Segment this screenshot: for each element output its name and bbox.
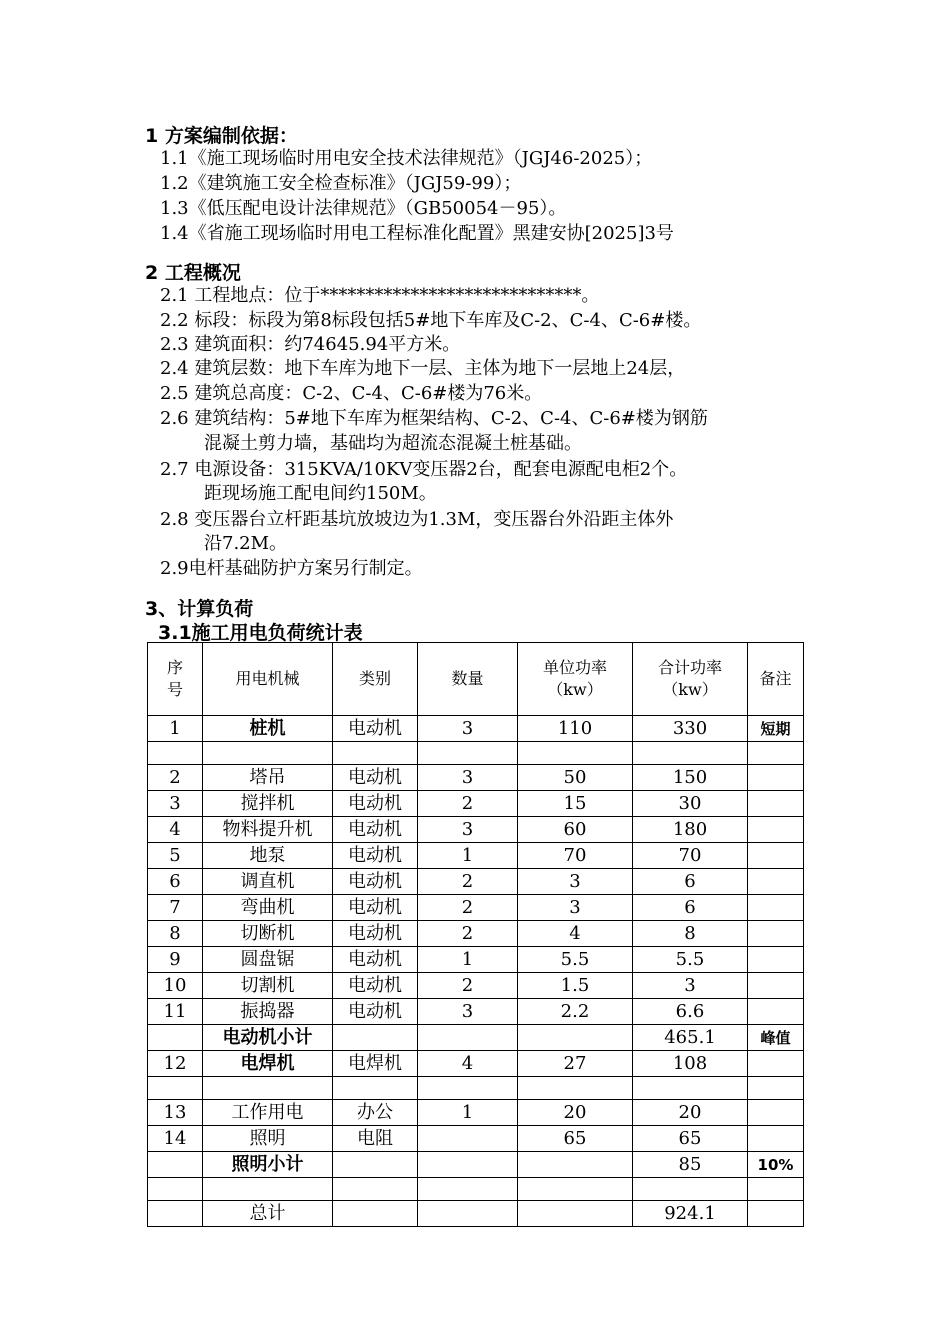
table-cell [333, 1077, 418, 1100]
table-cell: 180 [633, 817, 748, 843]
table-cell: 9 [148, 947, 203, 973]
table-cell [518, 1178, 633, 1201]
table-row [148, 999, 804, 1025]
table-cell [518, 1152, 633, 1178]
table-cell [148, 1178, 203, 1201]
table-cell [333, 742, 418, 765]
table-cell: 电焊机 [203, 1051, 333, 1077]
table-cell [748, 843, 804, 869]
table-cell [518, 1077, 633, 1100]
table-cell: 总计 [203, 1201, 333, 1227]
table-cell: 3 [418, 765, 518, 791]
section-1-item: 1.2《建筑施工安全检查标准》（JGJ59-99）； [160, 173, 522, 194]
header-cell: 备注 [748, 643, 804, 716]
table-cell: 108 [633, 1051, 748, 1077]
section-2-item-continuation: 距现场施工配电间约150M。 [204, 483, 437, 504]
table-cell: 8 [148, 921, 203, 947]
header-cell: 序号 [148, 643, 203, 716]
table-cell [203, 742, 333, 765]
table-row [148, 1100, 804, 1126]
table-cell: 1 [148, 716, 203, 742]
table-cell: 14 [148, 1126, 203, 1152]
table-cell: 振捣器 [203, 999, 333, 1025]
table-cell [418, 1077, 518, 1100]
table-row [148, 1178, 804, 1201]
table-cell: 电动机 [333, 869, 418, 895]
table-cell [333, 1152, 418, 1178]
section-2-item: 2.4 建筑层数：地下车库为地下一层、主体为地下一层地上24层， [160, 358, 686, 379]
table-cell [418, 1126, 518, 1152]
table-cell: 30 [633, 791, 748, 817]
section-2-item: 2.9电杆基础防护方案另行制定。 [160, 558, 423, 579]
table-row [148, 1077, 804, 1100]
section-3-title: 3、计算负荷 [145, 598, 254, 620]
table-cell: 2 [418, 791, 518, 817]
table-row [148, 765, 804, 791]
table-cell [518, 1025, 633, 1051]
table-row [148, 869, 804, 895]
table-cell: 330 [633, 716, 748, 742]
table-cell: 照明小计 [203, 1152, 333, 1178]
table-cell [333, 1025, 418, 1051]
section-2-title: 2 工程概况 [145, 262, 241, 284]
table-cell: 60 [518, 817, 633, 843]
table-cell: 65 [633, 1126, 748, 1152]
table-cell: 6 [633, 869, 748, 895]
table-row [148, 817, 804, 843]
table-cell: 调直机 [203, 869, 333, 895]
table-cell: 塔吊 [203, 765, 333, 791]
table-cell [748, 1100, 804, 1126]
table-cell: 弯曲机 [203, 895, 333, 921]
section-2-item-continuation: 混凝土剪力墙，基础均为超流态混凝土桩基础。 [204, 433, 582, 454]
table-row [148, 973, 804, 999]
table-row [148, 1025, 804, 1051]
table-cell: 70 [518, 843, 633, 869]
table-cell: 11 [148, 999, 203, 1025]
table-row [148, 921, 804, 947]
table-cell: 电动机 [333, 765, 418, 791]
table-cell: 20 [633, 1100, 748, 1126]
table-cell: 5.5 [518, 947, 633, 973]
load-statistics-table [147, 642, 804, 1227]
table-cell: 圆盘锯 [203, 947, 333, 973]
table-cell: 峰值 [748, 1025, 804, 1051]
table-cell: 3 [418, 817, 518, 843]
table-cell: 桩机 [203, 716, 333, 742]
table-cell: 电焊机 [333, 1051, 418, 1077]
table-cell: 电动机 [333, 817, 418, 843]
table-cell: 10 [148, 973, 203, 999]
section-1-title: 1 方案编制依据： [145, 125, 298, 147]
table-row [148, 1126, 804, 1152]
table-cell: 电动机 [333, 999, 418, 1025]
table-cell: 50 [518, 765, 633, 791]
section-2-item: 2.7 电源设备：315KVA/10KV变压器2台，配套电源配电柜2个。 [160, 459, 688, 480]
table-row [148, 1201, 804, 1227]
table-cell: 2 [418, 869, 518, 895]
table-cell: 电动机 [333, 947, 418, 973]
table-cell: 6.6 [633, 999, 748, 1025]
table-cell [748, 947, 804, 973]
table-cell [148, 1025, 203, 1051]
table-cell: 2 [418, 921, 518, 947]
table-cell: 10% [748, 1152, 804, 1178]
table-cell: 27 [518, 1051, 633, 1077]
table-caption: 3.1施工用电负荷统计表 [158, 622, 363, 644]
table-cell: 电动机 [333, 716, 418, 742]
table-cell: 搅拌机 [203, 791, 333, 817]
table-cell: 电动机 [333, 895, 418, 921]
table-cell: 电动机 [333, 791, 418, 817]
table-row [148, 1152, 804, 1178]
table-cell: 电阻 [333, 1126, 418, 1152]
table-cell [203, 1178, 333, 1201]
table-cell: 2.2 [518, 999, 633, 1025]
table-cell [748, 742, 804, 765]
table-cell: 13 [148, 1100, 203, 1126]
table-cell: 办公 [333, 1100, 418, 1126]
table-cell: 3 [633, 973, 748, 999]
table-cell [748, 817, 804, 843]
table-cell: 12 [148, 1051, 203, 1077]
table-cell [148, 1152, 203, 1178]
table-cell: 1 [418, 843, 518, 869]
table-cell: 电动机 [333, 973, 418, 999]
table-cell: 电动机小计 [203, 1025, 333, 1051]
table-cell [148, 742, 203, 765]
table-cell: 2 [148, 765, 203, 791]
table-cell [418, 1025, 518, 1051]
table-header-row [148, 643, 804, 716]
section-2-item: 2.1 工程地点：位于*****************************。 [160, 285, 600, 306]
table-cell: 4 [518, 921, 633, 947]
header-cell: 合计功率（kw） [633, 643, 748, 716]
section-2-item-continuation: 沿7.2M。 [204, 533, 288, 554]
table-cell: 7 [148, 895, 203, 921]
table-row [148, 791, 804, 817]
section-2-item: 2.5 建筑总高度：C-2、C-4、C-6#楼为76米。 [160, 383, 543, 404]
table-cell [333, 1178, 418, 1201]
table-cell: 4 [418, 1051, 518, 1077]
table-cell: 8 [633, 921, 748, 947]
table-cell: 6 [148, 869, 203, 895]
table-cell: 1 [418, 947, 518, 973]
table-cell: 物料提升机 [203, 817, 333, 843]
table-cell: 照明 [203, 1126, 333, 1152]
header-cell: 单位功率（kw） [518, 643, 633, 716]
table-cell: 3 [518, 895, 633, 921]
table-cell: 工作用电 [203, 1100, 333, 1126]
table-cell [518, 1201, 633, 1227]
header-cell: 类别 [333, 643, 418, 716]
table-cell: 70 [633, 843, 748, 869]
table-cell: 3 [418, 716, 518, 742]
section-2-item: 2.2 标段：标段为第8标段包括5#地下车库及C-2、C-4、C-6#楼。 [160, 310, 702, 331]
section-1-item: 1.3《低压配电设计法律规范》（GB50054－95）。 [160, 198, 567, 219]
table-cell [748, 1178, 804, 1201]
section-2-item: 2.8 变压器台立杆距基坑放坡边为1.3M，变压器台外沿距主体外 [160, 509, 674, 530]
table-cell: 电动机 [333, 921, 418, 947]
table-cell [748, 869, 804, 895]
table-cell: 85 [633, 1152, 748, 1178]
table-cell [633, 742, 748, 765]
header-cell: 用电机械 [203, 643, 333, 716]
table-cell: 2 [418, 895, 518, 921]
table-cell: 4 [148, 817, 203, 843]
table-cell [418, 1201, 518, 1227]
table-cell [748, 895, 804, 921]
table-cell [748, 1201, 804, 1227]
section-1-item: 1.1《施工现场临时用电安全技术法律规范》（JGJ46-2025）； [160, 148, 653, 169]
table-cell: 切断机 [203, 921, 333, 947]
table-cell: 110 [518, 716, 633, 742]
table-cell [418, 1152, 518, 1178]
table-row [148, 742, 804, 765]
table-cell: 切割机 [203, 973, 333, 999]
table-cell: 2 [418, 973, 518, 999]
table-cell [203, 1077, 333, 1100]
table-cell: 地泵 [203, 843, 333, 869]
table-cell: 1.5 [518, 973, 633, 999]
table-row [148, 895, 804, 921]
table-cell [748, 1126, 804, 1152]
table-cell [148, 1077, 203, 1100]
table-cell [633, 1178, 748, 1201]
table-row [148, 947, 804, 973]
table-cell [748, 1077, 804, 1100]
section-2-item: 2.3 建筑面积：约74645.94平方米。 [160, 334, 461, 355]
table-cell: 3 [148, 791, 203, 817]
table-cell [148, 1201, 203, 1227]
table-cell: 电动机 [333, 843, 418, 869]
table-cell: 短期 [748, 716, 804, 742]
section-1-item: 1.4《省施工现场临时用电工程标准化配置》黑建安协[2025]3号 [160, 223, 674, 244]
table-cell: 15 [518, 791, 633, 817]
table-cell: 65 [518, 1126, 633, 1152]
table-cell [518, 742, 633, 765]
table-cell [333, 1201, 418, 1227]
table-cell [633, 1077, 748, 1100]
table-cell [748, 791, 804, 817]
table-row [148, 843, 804, 869]
section-2-item: 2.6 建筑结构：5#地下车库为框架结构、C-2、C-4、C-6#楼为钢筋 [160, 408, 708, 429]
table-cell [748, 921, 804, 947]
table-cell [748, 999, 804, 1025]
table-cell [748, 1051, 804, 1077]
table-cell: 150 [633, 765, 748, 791]
table-cell [418, 742, 518, 765]
table-cell: 3 [418, 999, 518, 1025]
table-cell [748, 765, 804, 791]
table-cell: 5 [148, 843, 203, 869]
table-cell: 5.5 [633, 947, 748, 973]
table-cell [418, 1178, 518, 1201]
header-cell: 数量 [418, 643, 518, 716]
table-cell: 3 [518, 869, 633, 895]
table-row [148, 1051, 804, 1077]
table-cell: 924.1 [633, 1201, 748, 1227]
table-cell: 20 [518, 1100, 633, 1126]
table-cell: 1 [418, 1100, 518, 1126]
table-cell: 6 [633, 895, 748, 921]
table-cell [748, 973, 804, 999]
table-row [148, 716, 804, 742]
table-cell: 465.1 [633, 1025, 748, 1051]
